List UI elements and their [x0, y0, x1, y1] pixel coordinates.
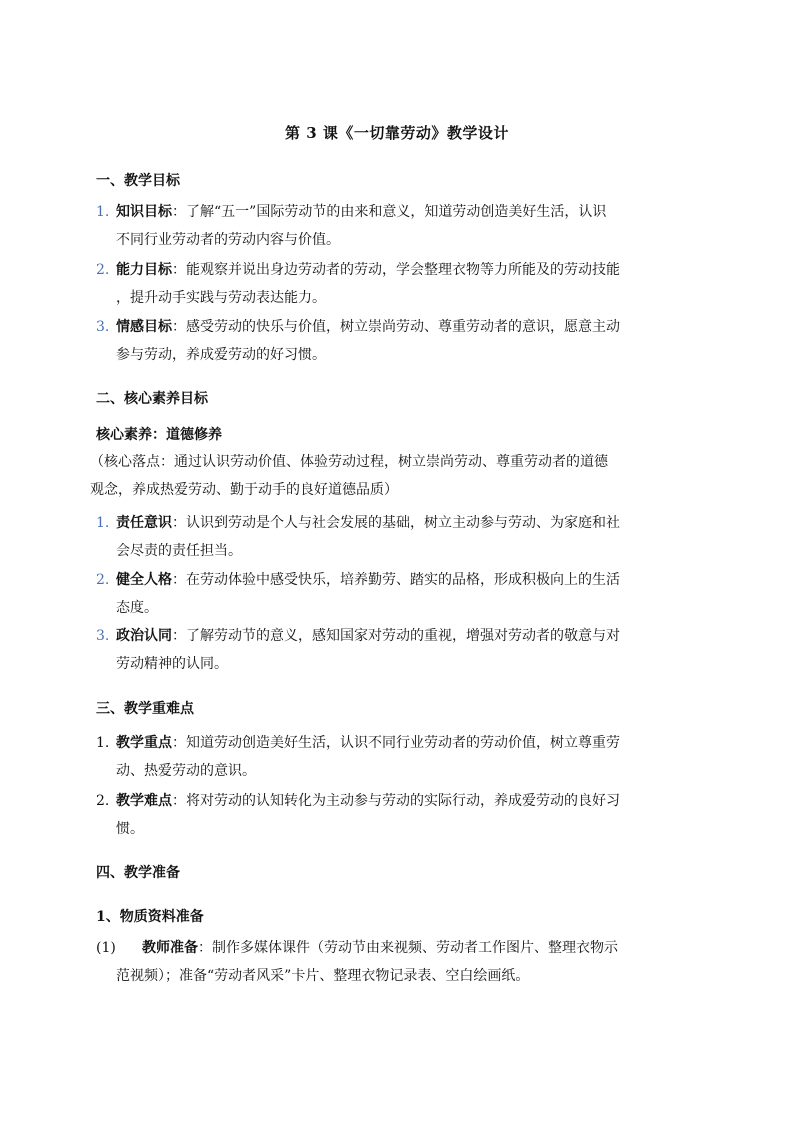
list-item — [96, 622, 696, 678]
item-text-cont: 会尽责的责任担当。 — [116, 543, 242, 559]
section-heading-teaching-goals: 一、教学目标 — [96, 173, 180, 189]
item-label: 教学重点 — [116, 735, 172, 751]
item-text-cont: 态度。 — [116, 600, 158, 616]
list-item — [96, 509, 696, 565]
item-text: ：了解“五一”国际劳动节的由来和意义，知道劳动创造美好生活，认识 — [172, 204, 607, 220]
core-focus-note — [90, 448, 700, 504]
item-text: ：制作多媒体课件（劳动节由来视频、劳动者工作图片、整理衣物示 — [198, 940, 618, 956]
item-text-cont: 劳动精神的认同。 — [116, 656, 228, 672]
item-label: 情感目标 — [116, 319, 172, 335]
note-line-2: 观念，养成热爱劳动、勤于动手的良好道德品质） — [90, 482, 398, 498]
subsection-heading-materials: 1、物质资料准备 — [96, 909, 204, 925]
item-text: ：在劳动体验中感受快乐，培养勤劳、踏实的品格，形成积极向上的生活 — [172, 572, 620, 588]
item-label: 教师准备 — [142, 940, 198, 956]
item-text-cont: 范视频）；准备“劳动者风采”卡片、整理衣物记录表、空白绘画纸。 — [116, 968, 530, 984]
item-text: ：认识到劳动是个人与社会发展的基础，树立主动参与劳动、为家庭和社 — [172, 515, 620, 531]
list-number: 1. — [96, 735, 110, 751]
section-heading-key-points: 三、教学重难点 — [96, 701, 194, 717]
list-item — [96, 729, 696, 785]
item-text: ：感受劳动的快乐与价值，树立崇尚劳动、尊重劳动者的意识，愿意主动 — [172, 319, 620, 335]
list-number: 2. — [96, 793, 110, 809]
list-number: (1) — [96, 940, 116, 956]
item-text-cont: 惯。 — [116, 821, 144, 837]
item-text-cont: 不同行业劳动者的劳动内容与价值。 — [116, 232, 340, 248]
section-heading-preparation: 四、教学准备 — [96, 865, 180, 881]
list-item — [96, 787, 696, 843]
item-text: ：了解劳动节的意义，感知国家对劳动的重视，增强对劳动者的敬意与对 — [172, 628, 620, 644]
item-label: 健全人格 — [116, 572, 172, 588]
item-label: 能力目标 — [116, 262, 172, 278]
item-text: ：将对劳动的认知转化为主动参与劳动的实际行动，养成爱劳动的良好习 — [172, 793, 620, 809]
list-number: 1. — [96, 515, 110, 531]
item-label: 政治认同 — [116, 628, 172, 644]
item-text: ：能观察并说出身边劳动者的劳动，学会整理衣物等力所能及的劳动技能 — [172, 262, 620, 278]
list-item — [96, 313, 696, 369]
section-heading-core-literacy: 二、核心素养目标 — [96, 391, 208, 407]
core-literacy-label: 核心素养：道德修养 — [96, 427, 222, 443]
item-text-cont: ，提升动手实践与劳动表达能力。 — [116, 290, 326, 306]
list-number: 2. — [96, 572, 110, 588]
item-label: 知识目标 — [116, 204, 172, 220]
item-text: ：知道劳动创造美好生活，认识不同行业劳动者的劳动价值，树立尊重劳 — [172, 735, 620, 751]
list-number: 3. — [96, 628, 110, 644]
list-item — [96, 934, 696, 990]
list-item — [96, 256, 696, 312]
item-label: 教学难点 — [116, 793, 172, 809]
document-title: 第 3 课《一切靠劳动》教学设计 — [285, 124, 509, 142]
note-line-1: （核心落点：通过认识劳动价值、体验劳动过程，树立崇尚劳动、尊重劳动者的道德 — [90, 454, 608, 470]
list-number: 2. — [96, 262, 110, 278]
list-item — [96, 566, 696, 622]
list-item — [96, 198, 696, 254]
item-text-cont: 参与劳动，养成爱劳动的好习惯。 — [116, 347, 326, 363]
item-label: 责任意识 — [116, 515, 172, 531]
list-number: 3. — [96, 319, 110, 335]
item-text-cont: 动、热爱劳动的意识。 — [116, 763, 256, 779]
list-number: 1. — [96, 204, 110, 220]
